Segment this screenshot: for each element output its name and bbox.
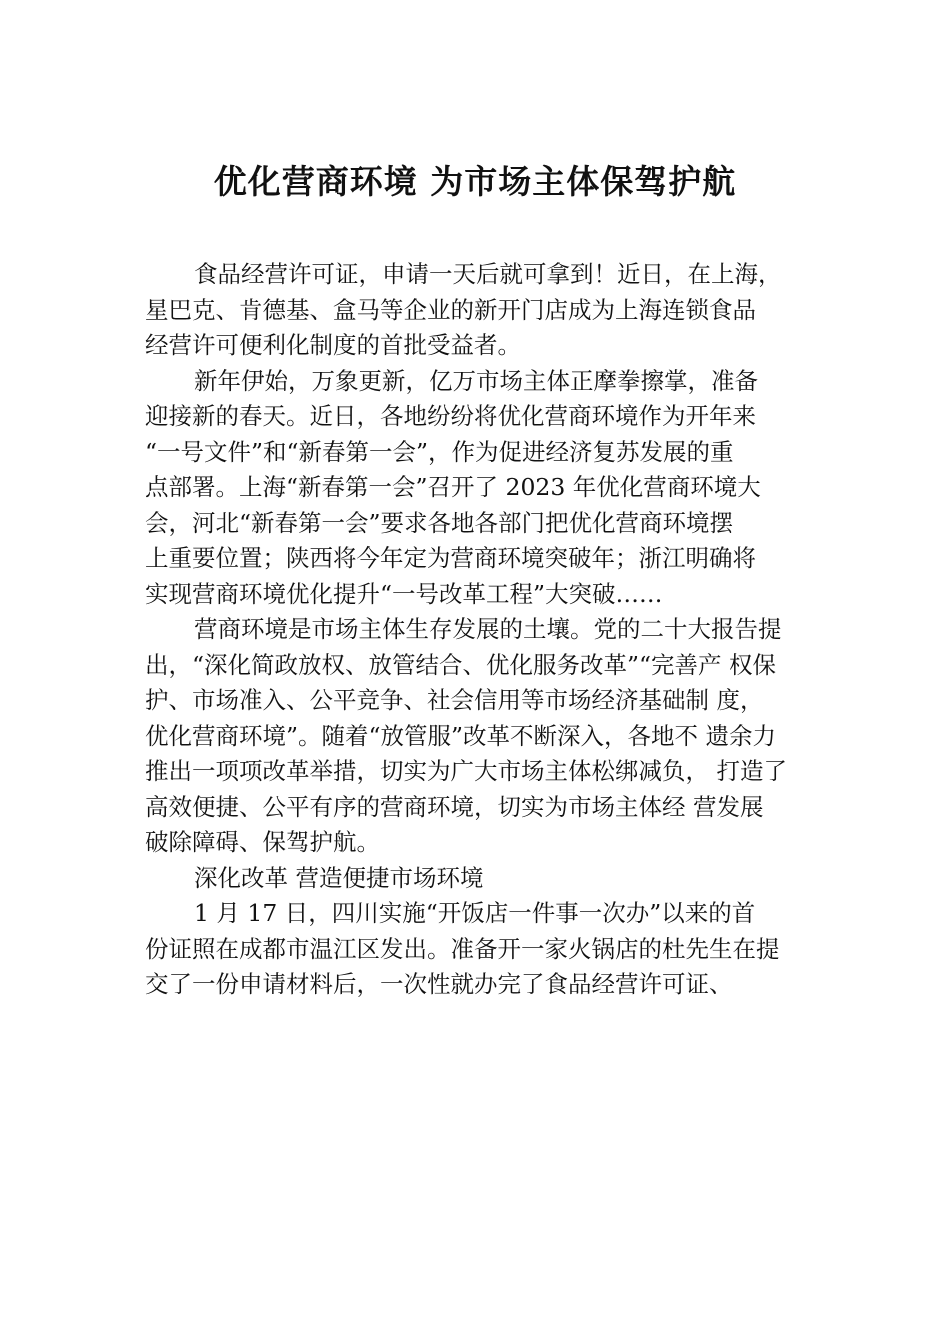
document-body bbox=[145, 257, 840, 1003]
text-line: 营商环境是市场主体生存发展的土壤。党的二十大报告提 bbox=[194, 615, 782, 643]
text-line: 新年伊始，万象更新，亿万市场主体正摩拳擦掌，准备 bbox=[194, 366, 758, 395]
text-line: 高效便捷、公平有序的营商环境，切实为市场主体经 营发展 bbox=[145, 792, 764, 821]
text-line: 出，“深化简政放权、放管结合、优化服务改革”“完善产 权保 bbox=[145, 650, 777, 679]
text-line: 1 月 17 日，四川实施“开饭店一件事一次办”以来的首 bbox=[194, 899, 756, 927]
text-line: 交了一份申请材料后，一次性就办完了食品经营许可证、 bbox=[145, 970, 733, 998]
text-line: 破除障碍、保驾护航。 bbox=[145, 828, 380, 856]
text-line: 份证照在成都市温江区发出。准备开一家火锅店的杜先生在提 bbox=[145, 934, 780, 963]
text-line: 迎接新的春天。近日，各地纷纷将优化营商环境作为开年来 bbox=[145, 402, 756, 430]
text-line: 经营许可便利化制度的首批受益者。 bbox=[145, 331, 521, 359]
text-line: 护、市场准入、公平竞争、社会信用等市场经济基础制 度， bbox=[145, 686, 764, 714]
text-line: 推出一项项改革举措，切实为广大市场主体松绑减负， 打造了 bbox=[145, 757, 787, 785]
section-heading: 深化改革 营造便捷市场环境 bbox=[194, 863, 484, 892]
text-line: 上重要位置；陕西将今年定为营商环境突破年；浙江明确将 bbox=[145, 544, 756, 572]
text-line: “一号文件”和“新春第一会”，作为促进经济复苏发展的重 bbox=[145, 437, 734, 466]
text-line: 点部署。上海“新春第一会”召开了 2023 年优化营商环境大 bbox=[145, 473, 761, 501]
text-line: 优化营商环境”。随着“放管服”改革不断深入，各地不 遗余力 bbox=[145, 721, 777, 750]
text-line: 实现营商环境优化提升“一号改革工程”大突破…… bbox=[145, 579, 663, 608]
text-line: 星巴克、肯德基、盒马等企业的新开门店成为上海连锁食品 bbox=[145, 295, 756, 324]
text-line: 会，河北“新春第一会”要求各地各部门把优化营商环境摆 bbox=[145, 508, 734, 537]
text-line: 食品经营许可证，申请一天后就可拿到！近日，在上海， bbox=[194, 260, 782, 288]
document-title: 优化营商环境 为市场主体保驾护航 bbox=[213, 162, 737, 201]
